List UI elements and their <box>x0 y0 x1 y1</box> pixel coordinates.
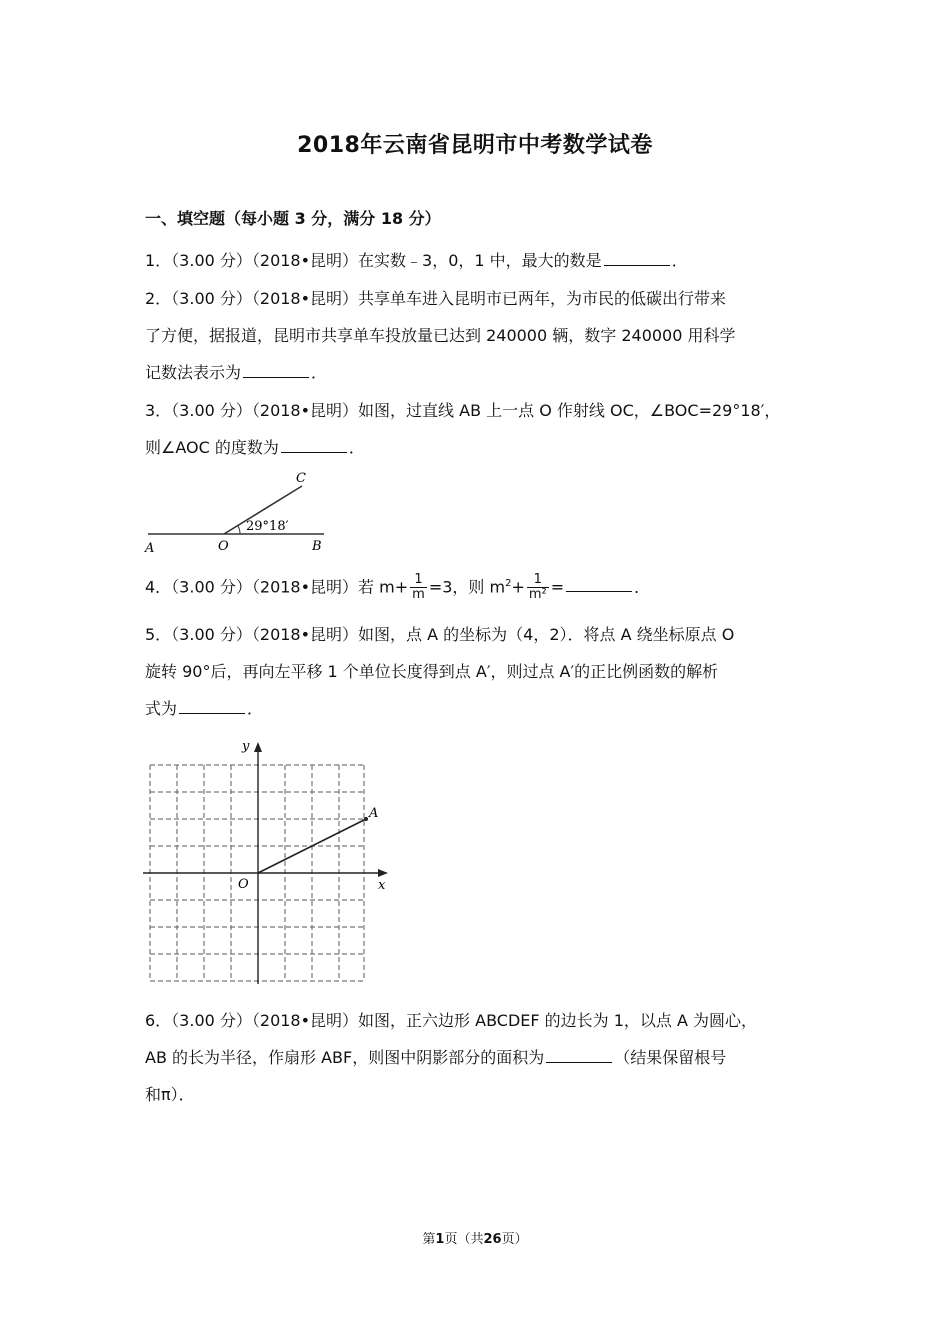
angle-label: 29°18′ <box>246 519 289 534</box>
question-3-line-2-text: 则∠AOC 的度数为 <box>145 438 279 457</box>
x-axis-arrow <box>378 869 388 877</box>
fraction-numerator: 1 <box>527 573 549 588</box>
answer-blank <box>179 699 245 714</box>
question-6-line-1: 6．（3.00 分）（2018•昆明）如图，正六边形 ABCDEF 的边长为 1，以点 A 为圆心， <box>145 1011 758 1030</box>
page-title: 2018年云南省昆明市中考数学试卷 <box>297 133 653 158</box>
label-origin: O <box>238 877 249 892</box>
fraction-1-over-m <box>410 573 427 602</box>
fraction-1-over-m-squared <box>527 573 549 602</box>
question-4-end: ． <box>634 577 651 597</box>
label-x: x <box>378 878 386 893</box>
question-4-prefix: 4．（3.00 分）（2018•昆明）若 m+ <box>145 577 409 597</box>
label-y: y <box>242 739 250 754</box>
answer-blank <box>604 251 670 266</box>
exponent: 2 <box>505 578 512 589</box>
label-c: C <box>296 471 306 486</box>
plus-sign: + <box>511 577 525 597</box>
equals-sign: = <box>550 577 565 597</box>
fraction-denominator: m <box>412 587 425 603</box>
question-1 <box>145 248 688 271</box>
question-5-line-1: 5．（3.00 分）（2018•昆明）如图，点 A 的坐标为（4，2）．将点 A 绕坐标原点 O <box>145 625 735 644</box>
angle-arc <box>238 526 240 534</box>
coordinate-grid-figure <box>138 730 398 986</box>
total-pages-number: 26 <box>483 1232 502 1247</box>
question-3-line-1: 3．（3.00 分）（2018•昆明）如图，过直线 AB 上一点 O 作射线 OC，∠BOC=29°18′， <box>145 401 781 420</box>
question-5-line-3-text: 式为 <box>145 699 178 718</box>
question-3-end: ． <box>348 438 365 457</box>
question-2-line-2: 了方便，据报道，昆明市共享单车投放量已达到 240000 辆，数字 240000 用科学 <box>145 326 736 345</box>
question-1-text: 1．（3.00 分）（2018•昆明）在实数﹣3，0，1 中，最大的数是 <box>145 251 602 270</box>
section-heading: 一、填空题（每小题 3 分，满分 18 分） <box>145 209 441 228</box>
question-5-line-2: 旋转 90°后，再向左平移 1 个单位长度得到点 A′，则过点 A′的正比例函数的解析 <box>145 662 719 681</box>
question-6-line-2 <box>145 1045 726 1068</box>
answer-blank <box>546 1048 612 1063</box>
footer-prefix: 第 <box>422 1232 436 1247</box>
question-6-line-3: 和π）． <box>145 1085 195 1104</box>
question-2-line-3 <box>145 360 327 383</box>
label-a: A <box>369 806 379 821</box>
question-5-end: ． <box>247 699 264 718</box>
label-a: A <box>145 541 155 556</box>
y-axis-arrow <box>254 742 262 752</box>
question-4 <box>145 566 650 606</box>
question-6-line-2b: （结果保留根号 <box>614 1048 727 1067</box>
footer-middle: 页（共 <box>444 1232 484 1247</box>
question-2-line-1: 2．（3.00 分）（2018•昆明）共享单车进入昆明市已两年，为市民的低碳出行带来 <box>145 289 727 308</box>
footer-suffix: 页） <box>501 1232 528 1247</box>
question-4-mid: =3，则 m <box>428 577 506 597</box>
point-a <box>364 817 368 821</box>
answer-blank <box>566 577 632 592</box>
question-3-line-2 <box>145 435 365 458</box>
current-page-number: 1 <box>435 1232 445 1247</box>
angle-figure <box>140 466 340 558</box>
answer-blank <box>243 363 309 378</box>
question-1-end: ． <box>671 251 688 270</box>
fraction-numerator: 1 <box>410 573 427 588</box>
question-5-line-3 <box>145 696 263 719</box>
question-2-line-3-text: 记数法表示为 <box>145 363 242 382</box>
label-o: O <box>218 539 229 554</box>
label-b: B <box>312 539 322 554</box>
question-6-line-2a: AB 的长为半径，作扇形 ABF，则图中阴影部分的面积为 <box>145 1048 545 1067</box>
question-2-end: ． <box>311 363 328 382</box>
page-footer <box>0 1228 950 1247</box>
answer-blank <box>281 438 347 453</box>
fraction-denominator: m² <box>528 587 547 603</box>
